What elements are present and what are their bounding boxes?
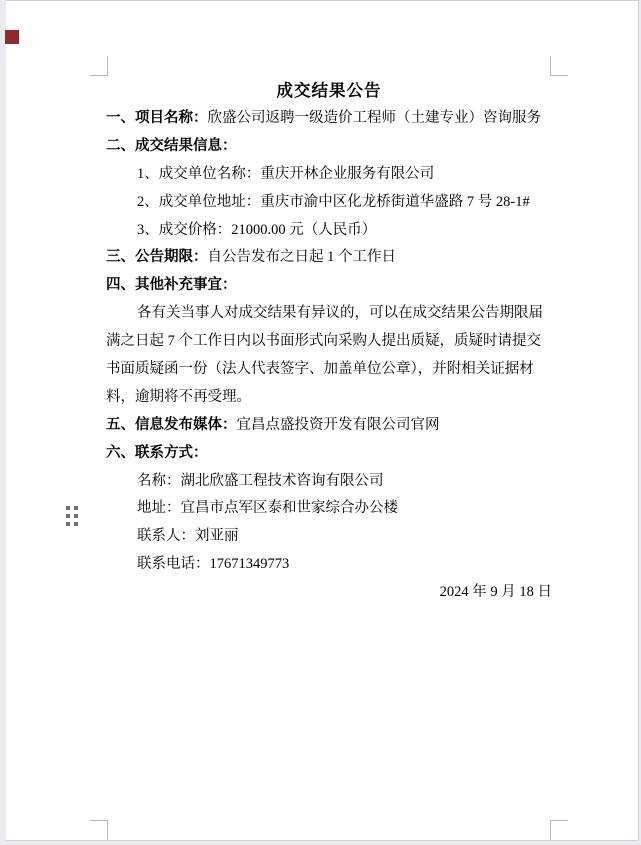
section-value: 宜昌点盛投资开发有限公司官网 <box>236 416 440 433</box>
paragraph-line <box>106 328 552 356</box>
document-page <box>6 0 639 841</box>
item-winner-address <box>106 189 552 217</box>
section-publish-media <box>106 412 552 440</box>
section-label: 五、信息发布媒体： <box>106 416 237 433</box>
section-announcement-period <box>106 244 552 272</box>
item-text: 3、成交价格：21000.00 元（人民币） <box>137 221 377 238</box>
dot <box>66 506 70 510</box>
paragraph-text: 书面质疑函一份（法人代表签字、加盖单位公章），并附相关证据材 <box>106 361 534 378</box>
section-value: 自公告发布之日起 1 个工作日 <box>207 249 396 266</box>
item-text: 2、成交单位地址：重庆市渝中区化龙桥街道华盛路 7 号 28-1# <box>137 193 530 210</box>
section-label: 一、项目名称： <box>106 110 208 126</box>
section-label: 六、联系方式： <box>106 444 208 461</box>
contact-text: 联系电话：17671349773 <box>137 556 290 573</box>
contact-name <box>106 468 552 496</box>
paragraph-text: 满之日起 7 个工作日内以书面形式向采购人提出质疑，质疑时请提交 <box>106 333 541 350</box>
paragraph-text: 料，逾期将不再受理。 <box>106 388 251 405</box>
doc-date: 2024 年 9 月 18 日 <box>439 584 552 601</box>
section-result-info <box>106 133 552 161</box>
contact-person <box>106 523 552 551</box>
contact-text: 地址：宜昌市点军区泰和世家综合办公楼 <box>137 500 398 517</box>
section-other-matters <box>106 272 552 300</box>
section-label: 二、成交结果信息： <box>106 137 237 154</box>
document-body <box>106 77 552 607</box>
margin-mark-bottom-right-icon <box>550 820 568 840</box>
dot <box>66 522 70 526</box>
section-contact <box>106 440 552 468</box>
paragraph-line <box>106 356 552 384</box>
dot <box>74 506 78 510</box>
red-marker-icon <box>5 30 19 44</box>
item-text: 1、成交单位名称：重庆开林企业服务有限公司 <box>137 165 435 182</box>
dot <box>66 514 70 518</box>
dot <box>74 514 78 518</box>
paragraph-line <box>106 300 552 328</box>
section-label: 三、公告期限： <box>106 249 208 266</box>
dot <box>74 522 78 526</box>
item-price <box>106 217 552 245</box>
contact-phone <box>106 551 552 579</box>
margin-mark-top-left-icon <box>90 56 108 76</box>
contact-text: 名称：湖北欣盛工程技术咨询有限公司 <box>137 472 384 489</box>
drag-handle-dots-icon[interactable] <box>66 506 78 526</box>
section-project-name <box>106 105 552 133</box>
paragraph-text: 各有关当事人对成交结果有异议的，可以在成交结果公告期限届 <box>137 305 543 322</box>
doc-title: 成交结果公告 <box>276 81 382 100</box>
contact-address <box>106 495 552 523</box>
section-value: 欣盛公司返聘一级造价工程师（土建专业）咨询服务 <box>207 110 541 126</box>
section-label: 四、其他补充事宜： <box>106 277 237 294</box>
item-winner-name <box>106 161 552 189</box>
margin-mark-bottom-left-icon <box>90 820 108 840</box>
paragraph-line <box>106 384 552 412</box>
margin-mark-top-right-icon <box>550 56 568 76</box>
contact-text: 联系人：刘亚丽 <box>137 528 239 545</box>
